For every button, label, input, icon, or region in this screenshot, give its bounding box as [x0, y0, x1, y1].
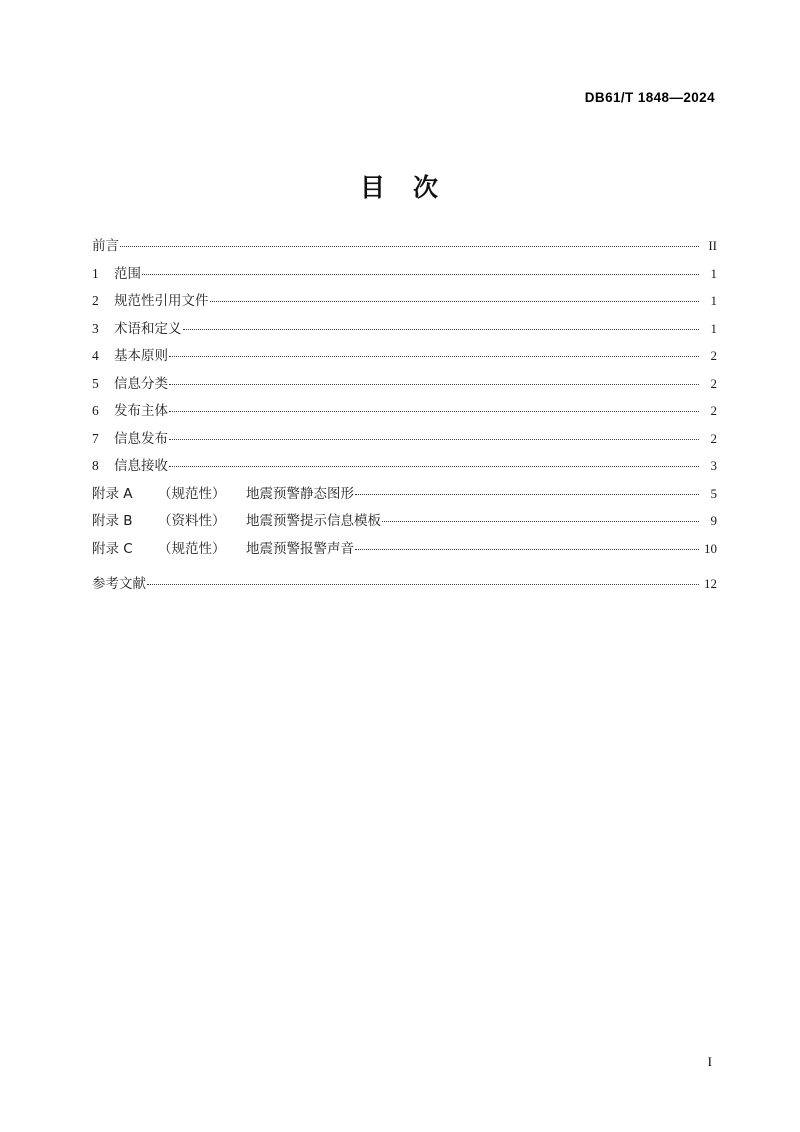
toc-entry[interactable]: [92, 511, 717, 539]
toc-dot-leader: [169, 429, 699, 443]
toc-entry-page-number: 1: [710, 320, 717, 336]
toc-dot-leader: [183, 319, 700, 333]
toc-dot-leader: [169, 346, 699, 360]
toc-entry[interactable]: [92, 264, 717, 292]
toc-dot-leader: [147, 574, 699, 588]
toc-entry-annex-label: 附录 C: [92, 540, 133, 557]
toc-entry[interactable]: [92, 429, 717, 457]
toc-entry-label: 信息发布: [114, 430, 168, 447]
toc-entry[interactable]: [92, 291, 717, 319]
toc-dot-leader: [169, 401, 699, 415]
toc-entry-page-number: 2: [710, 403, 717, 418]
footer-page-number: I: [707, 1054, 712, 1069]
page-title-char-2: 次: [413, 173, 441, 202]
toc-entry[interactable]: [92, 346, 717, 374]
running-header-standard-code: DB61/T 1848—2024: [584, 90, 715, 105]
toc-entry-number: 6: [92, 403, 99, 418]
toc-entry-page-number: 1: [710, 293, 717, 308]
toc-entry-label: 信息分类: [114, 375, 168, 392]
toc-entry[interactable]: [92, 319, 717, 347]
toc-entry-label: 发布主体: [114, 403, 168, 419]
toc-entry-label: 地震预警提示信息模板: [246, 513, 381, 529]
toc-entry[interactable]: [92, 484, 717, 512]
toc-entry-page-number: 3: [710, 458, 717, 473]
toc-entry[interactable]: [92, 236, 717, 264]
toc-entry-number: 2: [92, 293, 99, 308]
toc-entry-annex-category: （规范性）: [158, 540, 226, 557]
toc-entry-annex-category: （规范性）: [158, 485, 226, 502]
toc-entry-page-number: II: [708, 238, 717, 253]
toc-dot-leader: [120, 236, 699, 250]
toc-entry-label: 地震预警报警声音: [246, 540, 354, 557]
toc-entry-label: 基本原则: [114, 348, 168, 364]
page-title: [0, 168, 800, 204]
toc-entry-page-number: 5: [710, 485, 717, 501]
toc-entry-label: 范围: [114, 265, 141, 282]
toc-dot-leader: [355, 539, 699, 553]
toc-entry-label: 规范性引用文件: [114, 293, 209, 309]
toc-entry-number: 1: [92, 265, 99, 281]
toc-entry-label: 地震预警静态图形: [246, 485, 354, 502]
toc-entry-number: 5: [92, 375, 99, 391]
toc-entry-number: 3: [92, 320, 99, 336]
toc-entry-page-number: 1: [710, 265, 717, 281]
toc-dot-leader: [142, 264, 699, 278]
toc-entry-number: 7: [92, 430, 99, 446]
toc-entry-page-number: 2: [710, 348, 717, 363]
toc-entry[interactable]: [92, 539, 717, 567]
toc-entry-page-number: 9: [710, 513, 717, 528]
toc-dot-leader: [210, 291, 700, 305]
toc-dot-leader: [355, 484, 699, 498]
toc-entry[interactable]: [92, 574, 717, 602]
toc-entry-annex-category: （资料性）: [158, 513, 226, 529]
toc-entry-annex-label: 附录 A: [92, 485, 133, 502]
toc-entry-label: 前言: [92, 238, 119, 254]
toc-entry-page-number: 2: [710, 375, 717, 391]
toc-dot-leader: [169, 456, 699, 470]
toc-entry[interactable]: [92, 456, 717, 484]
toc-entry[interactable]: [92, 374, 717, 402]
table-of-contents: [92, 236, 717, 602]
toc-entry-number: 4: [92, 348, 99, 363]
toc-entry-page-number: 10: [704, 540, 717, 556]
toc-entry-number: 8: [92, 458, 99, 473]
toc-entry-annex-label: 附录 B: [92, 513, 133, 529]
page-title-char-1: 目: [359, 173, 387, 202]
toc-entry-page-number: 12: [704, 576, 717, 591]
toc-entry[interactable]: [92, 401, 717, 429]
toc-entry-label: 参考文献: [92, 576, 146, 592]
toc-dot-leader: [382, 511, 699, 525]
toc-entry-label: 术语和定义: [114, 320, 182, 337]
toc-entry-label: 信息接收: [114, 458, 168, 474]
toc-entry-page-number: 2: [710, 430, 717, 446]
toc-dot-leader: [169, 374, 699, 388]
